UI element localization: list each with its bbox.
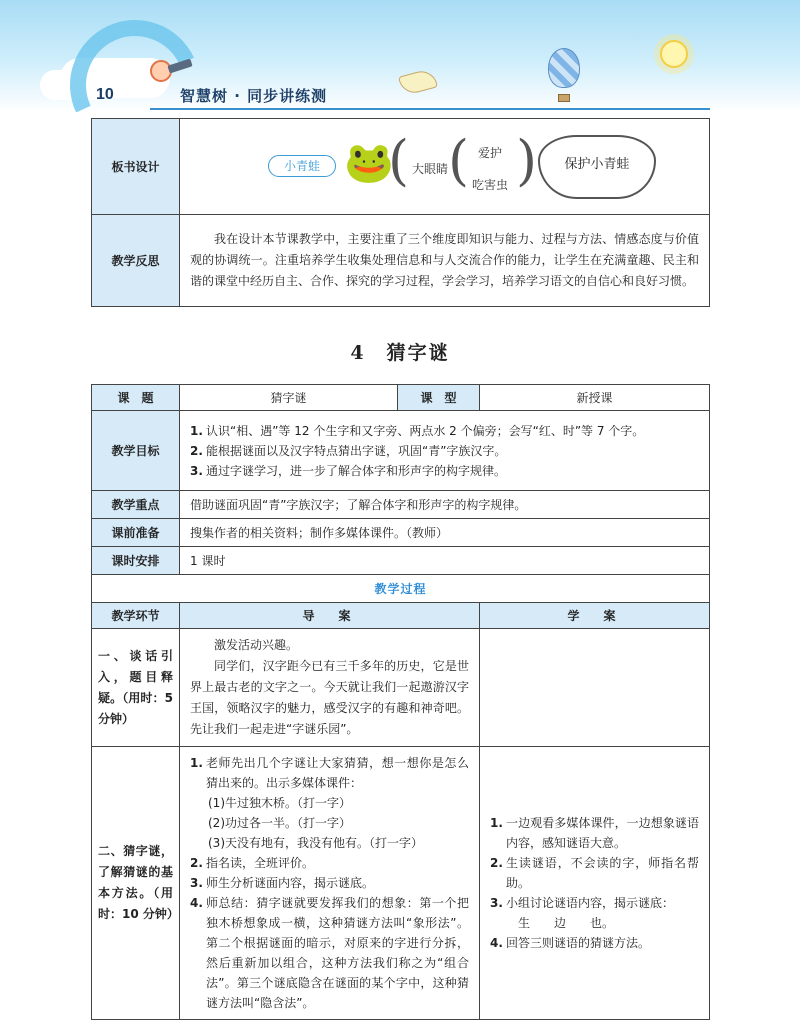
header-rule <box>150 108 710 110</box>
goal-item: 1. 认识“相、遇”等 12 个生字和又字旁、两点水 2 个偏旁；会写“红、时”等 7 个字。 <box>190 423 645 438</box>
col-study-header: 学 案 <box>480 603 710 629</box>
frog-label-box: 小青蛙 <box>268 155 336 177</box>
board-reflection-table <box>91 118 710 307</box>
topic-label: 课 题 <box>92 385 180 411</box>
col-guide-header: 导 案 <box>180 603 480 629</box>
focus-text: 借助谜面巩固“青”字族汉字；了解合体字和形声字的构字规律。 <box>180 491 710 519</box>
prep-label: 课前准备 <box>92 519 180 547</box>
goals-label: 教学目标 <box>92 411 180 491</box>
board-design-cell <box>180 119 710 215</box>
board-design-label: 板书设计 <box>92 119 180 215</box>
study-item: 4. 回答三则谜语的猜谜方法。 <box>490 936 651 950</box>
feature-text: 大眼睛 <box>412 161 449 176</box>
reflection-text: 我在设计本节课教学中，主要注重了三个维度即知识与能力、过程与方法、情感态度与价值观的协调统一。注重培养学生收集处理信息和与人交流合作的能力，让学生在充满童趣、民主和谐的课堂中经历自主、合作、探究的学习过程，学会学习，培养学习语文的自信心和良好习惯。 <box>180 215 710 307</box>
type-label: 课 型 <box>398 385 480 411</box>
heart-shape: 保护小青蛙 <box>538 135 656 199</box>
lesson-title: 4 猜字谜 <box>350 342 450 364</box>
study-cell <box>480 747 710 1020</box>
riddle: (2)功过各一半。（打一字） <box>208 816 351 830</box>
stage-name: 二、猜字谜，了解猜谜的基本方法。（用时：10 分钟） <box>92 747 180 1020</box>
page-number: 10 <box>96 86 114 103</box>
riddle: (1)牛过独木桥。（打一字） <box>208 796 351 810</box>
focus-label: 教学重点 <box>92 491 180 519</box>
type-value: 新授课 <box>480 385 710 411</box>
lesson-plan-table <box>91 384 710 603</box>
process-table <box>91 602 710 1020</box>
stage-name: 一、谈话引入，题目释疑。（用时：5 分钟） <box>92 629 180 747</box>
guide-item: 3. 师生分析谜面内容，揭示谜底。 <box>190 876 375 890</box>
guide-cell <box>180 747 480 1020</box>
prep-text: 搜集作者的相关资料；制作多媒体课件。（教师） <box>180 519 710 547</box>
left-paren: ( <box>448 128 470 192</box>
guide-item: 1. 老师先出几个字谜让大家猜猜，想一想你是怎么猜出来的。出示多媒体课件： <box>190 756 469 790</box>
reflection-label: 教学反思 <box>92 215 180 307</box>
balloon-basket <box>558 94 570 102</box>
process-title: 教学过程 <box>92 575 710 603</box>
guide-paragraph: 激发活动兴趣。 <box>214 638 299 652</box>
guide-cell <box>180 629 480 747</box>
action-text: 爱护 <box>478 145 503 160</box>
kite-decoration <box>398 68 438 97</box>
topic-value: 猜字谜 <box>180 385 398 411</box>
right-paren: ) <box>516 128 538 192</box>
left-paren: ( <box>388 128 410 192</box>
action-text: 吃害虫 <box>472 177 509 192</box>
goal-item: 3. 通过字谜学习，进一步了解合体字和形声字的构字规律。 <box>190 463 507 478</box>
guide-paragraph: 同学们，汉字距今已有三千多年的历史，它是世界上最古老的文字之一。今天就让我们一起遨游汉字王国，领略汉字的魅力，感受汉字的有趣和神奇吧。先让我们一起走进“字谜乐园”。 <box>190 659 469 736</box>
study-cell-empty <box>480 629 710 747</box>
time-text: 1 课时 <box>180 547 710 575</box>
guide-item: 2. 指名读，全班评价。 <box>190 856 315 870</box>
frog-icon: 🐸 <box>344 139 394 186</box>
riddle: (3)天没有地有，我没有他有。（打一字） <box>208 836 423 850</box>
header-banner <box>0 0 800 112</box>
goal-item: 2. 能根据谜面以及汉字特点猜出字谜，巩固“青”字族汉字。 <box>190 443 507 458</box>
sun-icon <box>660 40 688 68</box>
goals-cell <box>180 411 710 491</box>
study-item: 2. 生读谜语，不会读的字，师指名帮助。 <box>490 856 699 890</box>
time-label: 课时安排 <box>92 547 180 575</box>
study-item: 1. 一边观看多媒体课件，一边想象谜语内容，感知谜语大意。 <box>490 816 699 850</box>
riddle-answers: 生 边 也。 <box>518 916 615 930</box>
guide-item: 4. 师总结：猜字谜就要发挥我们的想象：第一个把独木桥想象成一横，这种猜谜方法叫“象形法”。第二个根据谜面的暗示，对原来的字进行分拆，然后重新加以组合，这种方法我们称之为“组合法”。第三个谜底隐含在谜面的某个字中，这种猜谜方法叫“隐含法”。 <box>190 896 469 1010</box>
hot-air-balloon-icon <box>548 48 580 88</box>
col-stage-header: 教学环节 <box>92 603 180 629</box>
study-item: 3. 小组讨论谜语内容，揭示谜底： <box>490 896 675 910</box>
book-title: 智慧树 · 同步讲练测 <box>180 87 328 105</box>
